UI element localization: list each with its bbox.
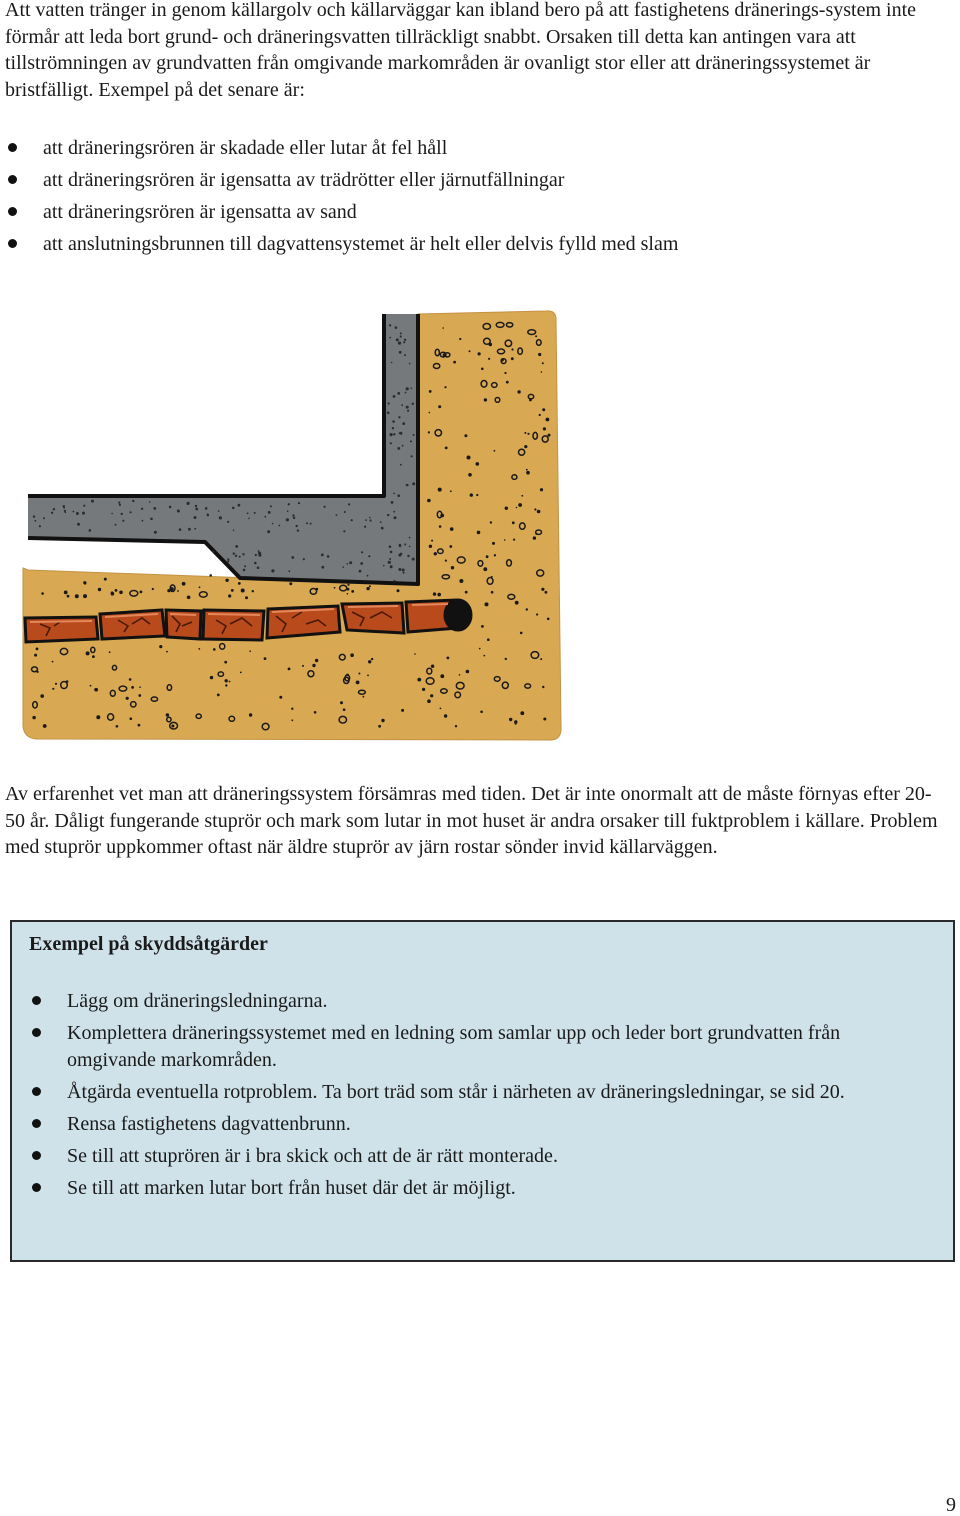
list-item: att anslutningsbrunnen till dagvattensystemet är helt eller delvis fylld med slam: [5, 231, 905, 263]
list-item: Se till att stuprören är i bra skick och att de är rätt monterade.: [28, 1143, 928, 1170]
page-number: 9: [946, 1494, 956, 1516]
list-item: att dräneringsrören är igensatta av trädrötter eller järnutfällningar: [5, 167, 905, 199]
concrete-foundation: [28, 314, 418, 584]
list-item: att dräneringsrören är igensatta av sand: [5, 199, 905, 231]
measures-list: [28, 988, 928, 1207]
intro-paragraph: Att vatten tränger in genom källargolv och källarväggar kan ibland bero på att fastighetens dränerings-system inte förmår att leda bort grund- och dräneringsvatten tillräckligt snabbt. Orsaken till detta kan antingen vara att tillströmningen av grundvatten från omgivande markområden är ovanligt stor eller att dräneringssystemet är bristfälligt. Exempel på det senare är:: [5, 0, 917, 101]
list-item: Komplettera dräneringssystemet med en ledning som samlar upp och leder bort grundvatten från omgivande markområden.: [28, 1020, 928, 1073]
list-item: Rensa fastighetens dagvattenbrunn.: [28, 1111, 928, 1138]
problem-list: [5, 135, 905, 263]
pipe-opening: [445, 600, 471, 630]
list-item: att dräneringsrören är skadade eller lutar åt fel håll: [5, 135, 905, 167]
drainage-illustration: [20, 306, 570, 746]
list-item: Se till att marken lutar bort från huset där det är möjligt.: [28, 1175, 928, 1202]
experience-paragraph: Av erfarenhet vet man att dräneringssystem försämras med tiden. Det är inte onormalt att de måste förnyas efter 20-50 år. Dåligt fungerande stuprör och mark som lutar in mot huset är andra orsaker till fuktproblem i källare. Problem med stuprör uppkommer oftast när äldre stuprör av järn rostar sönder invid källarväggen.: [5, 783, 938, 858]
protective-measures-box: [10, 920, 955, 1262]
list-item: Åtgärda eventuella rotproblem. Ta bort träd som står i närheten av dräneringsledningar, se sid 20.: [28, 1079, 928, 1106]
box-title: Exempel på skyddsåtgärder: [29, 933, 268, 955]
list-item: Lägg om dräneringsledningarna.: [28, 988, 928, 1015]
